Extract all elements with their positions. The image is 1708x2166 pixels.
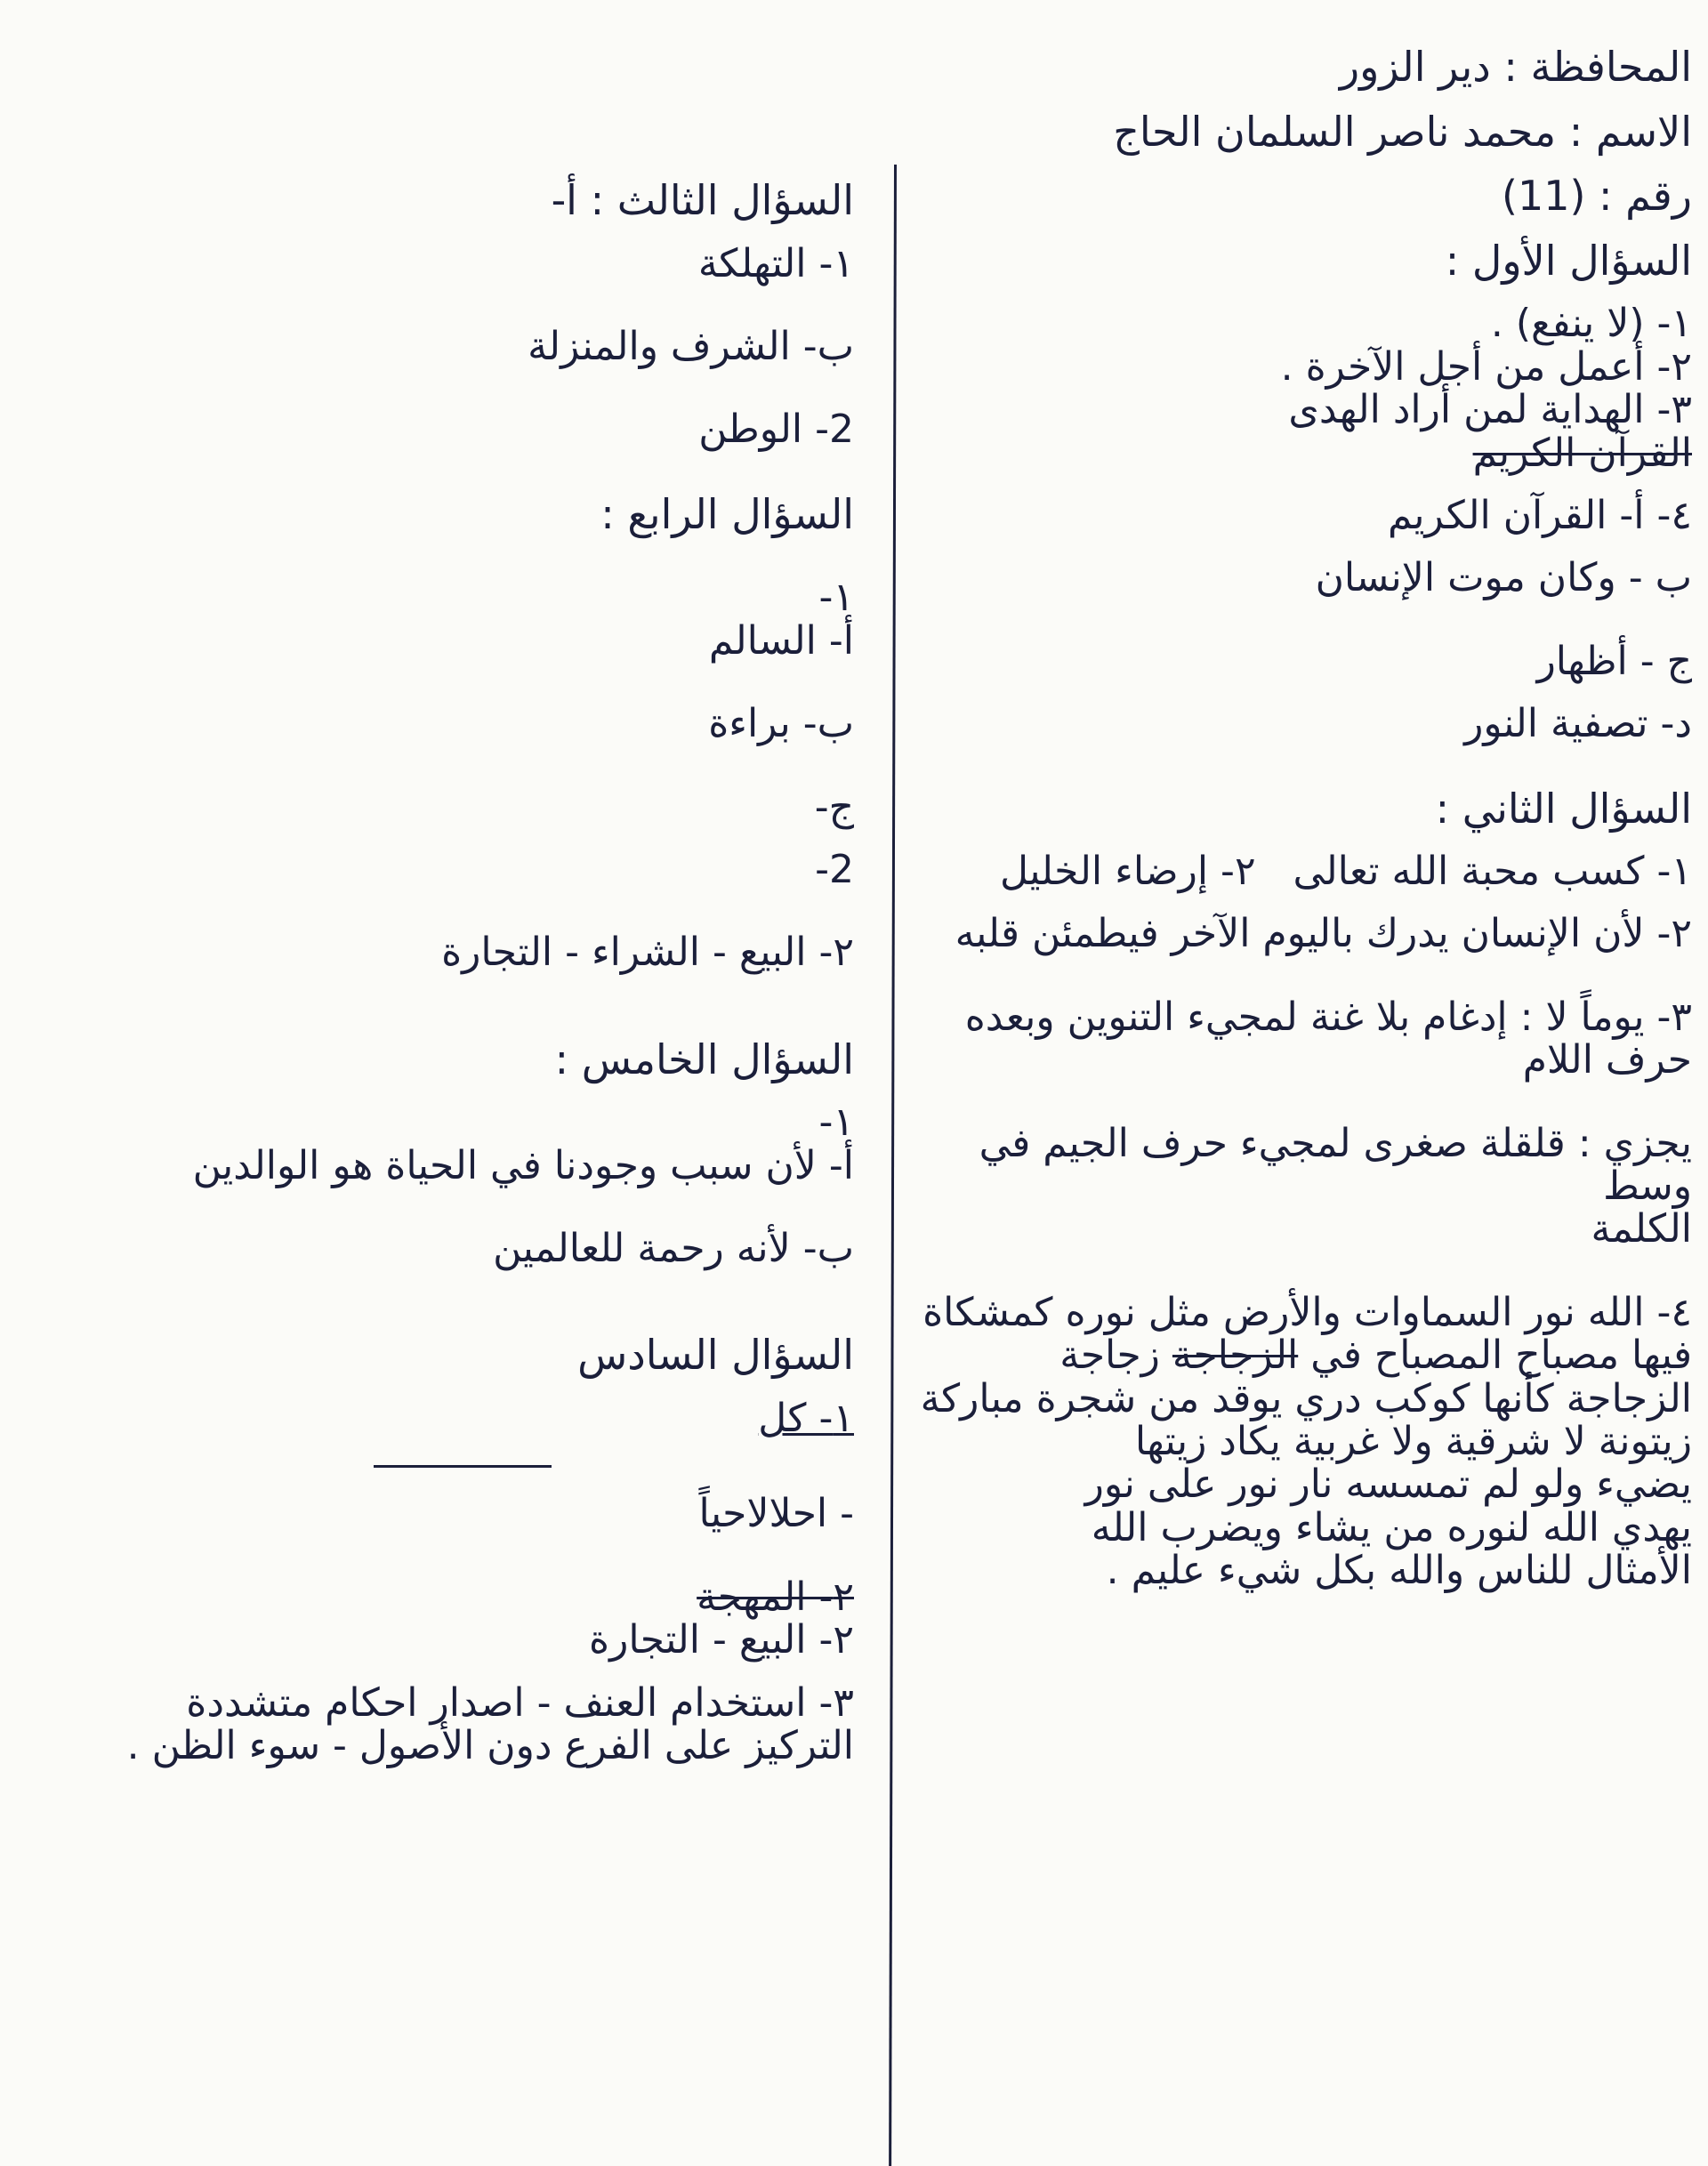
student-number-line: رقم : (11) [1501, 172, 1692, 221]
q3-answer-3: 2- الوطن [698, 407, 854, 453]
q5-answer-2: أ- لأن سبب وجودنا في الحياة هو الوالدين [192, 1142, 854, 1188]
q6-answer-3-crossed-out: ٢- المهجة [697, 1574, 854, 1620]
governorate-line: المحافظة : دير الزور [1339, 43, 1692, 91]
q2-answer-4b-end: زجاجة [1059, 1333, 1172, 1379]
q2-answer-4b [891, 1334, 1692, 1377]
q4-answer-6: ٢- البيع - الشراء - التجارة [441, 930, 854, 976]
q3-title: السؤال الثالث : أ- [551, 176, 854, 224]
q6-answer-6: التركيز على الفرع دون الأصول - سوء الظن . [126, 1723, 854, 1769]
q2-answer-4b-crossed-out: الزجاجة [1172, 1333, 1299, 1379]
q6-answer-2: - احلالاحياً [698, 1491, 854, 1537]
q6-answer-5: ٣- استخدام العنف - اصدار احكام متشددة [186, 1679, 854, 1726]
q1-answer-1: ١- (لا ينفع) . [1490, 301, 1692, 347]
q6-answer-4: ٢- البيع - التجارة [589, 1617, 854, 1663]
q2-answer-4f: يهدي الله لنوره من يشاء ويضرب الله [1091, 1504, 1692, 1550]
q2-answer-4c: الزجاجة كأنها كوكب دري يوقد من شجرة مباركة [920, 1375, 1692, 1421]
q4-answer-2: أ- السالم [708, 617, 854, 664]
left-column [18, 178, 854, 1767]
q1-answer-4a: ٤- أ- القرآن الكريم [1387, 492, 1692, 538]
q1-answer-4b: ب - وكان موت الإنسان [1315, 555, 1692, 601]
q4-answer-5: 2- [815, 846, 854, 892]
q5-title: السؤال الخامس : [554, 1035, 854, 1083]
q3-answer-2: ب- الشرف والمنزلة [528, 323, 854, 369]
q4-answer-3: ب- براءة [708, 701, 854, 747]
q4-answer-1: ١- [818, 575, 854, 621]
q5-answer-1: ١- [818, 1099, 854, 1146]
q2-answer-3c: يجزي : قلقلة صغرى لمجيء حرف الجيم في وسط [966, 1120, 1692, 1210]
q6-title: السؤال السادس [577, 1331, 854, 1380]
q2-answer-4a: ٤- الله نور السماوات والأرض مثل نوره كمشكاة [922, 1289, 1692, 1335]
q2-answer-3b: حرف اللام [1522, 1037, 1692, 1083]
q2-answer-3a: ٣- يوماً لا : إدغام بلا غنة لمجيء التنوين وبعده [964, 994, 1692, 1040]
student-name-line: الاسم : محمد ناصر السلمان الحاج [1113, 107, 1692, 156]
q1-answer-3: ٣- الهداية لمن أراد الهدى [1288, 387, 1692, 433]
q2-answer-1: ١- كسب محبة الله تعالى ٢- إرضاء الخليل [999, 849, 1692, 895]
q1-answer-4d: د- تصفية النور [1464, 701, 1692, 747]
q4-title: السؤال الرابع : [600, 489, 854, 538]
q2-answer-4d: زيتونة لا شرقية ولا غربية يكاد زيتها [1134, 1419, 1692, 1464]
q2-answer-4g: الأمثال للناس والله بكل شيء عليم . [1106, 1548, 1692, 1594]
q3-answer-1: ١- التهلكة [697, 240, 854, 286]
q4-answer-4: ج- [814, 784, 854, 830]
right-column [891, 44, 1692, 1593]
q1-answer-2: ٢- أعمل من أجل الآخرة . [1280, 343, 1692, 390]
q1-title: السؤال الأول : [1445, 236, 1692, 285]
q1-answer-4c: ج - أظهار [1536, 638, 1692, 684]
q2-answer-3d: الكلمة [1591, 1206, 1692, 1252]
q1-answer-3-crossed-out: القرآن الكريم [1472, 430, 1692, 476]
q2-answer-2: ٢- لأن الإنسان يدرك باليوم الآخر فيطمئن قلبه [955, 911, 1692, 957]
blank-line-mark [374, 1465, 552, 1468]
q2-answer-4e: يضيء ولو لم تمسسه نار نور على نور [1084, 1461, 1692, 1508]
q2-title: السؤال الثاني : [1435, 784, 1692, 833]
q2-answer-4b-start: فيها مصباح المصباح في [1298, 1333, 1692, 1379]
q6-answer-1: ١- كل [758, 1396, 854, 1442]
q5-answer-3: ب- لأنه رحمة للعالمين [493, 1226, 854, 1272]
